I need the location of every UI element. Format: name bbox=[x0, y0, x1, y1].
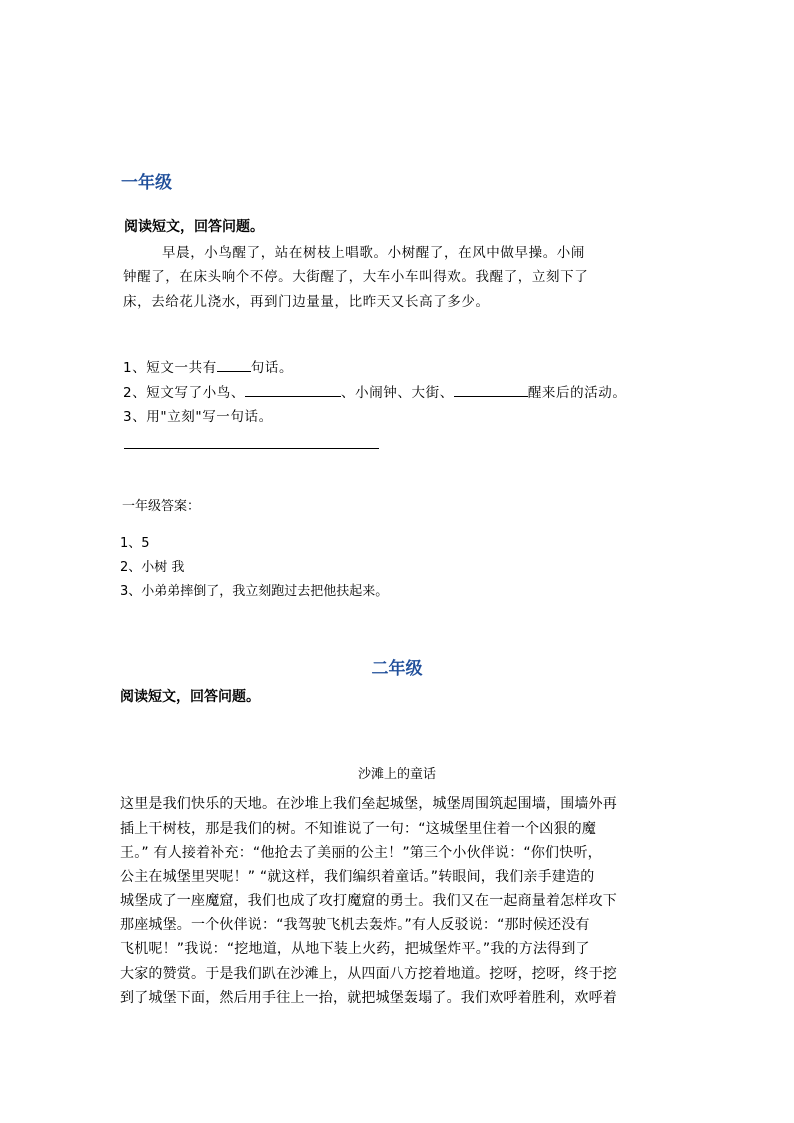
story-line-4: 公主在城堡里哭呢！” “就这样，我们编织着童话。”转眼间，我们亲手建造的 bbox=[120, 869, 595, 885]
story-line-5: 城堡成了一座魔窟，我们也成了攻打魔窟的勇士。我们又在一起商量着怎样攻下 bbox=[120, 893, 617, 909]
grade1-passage-line-2: 钟醒了，在床头响个不停。大街醒了，大车小车叫得欢。我醒了，立刻下了 bbox=[123, 269, 589, 285]
q1-text-after: 句话。 bbox=[250, 360, 294, 376]
story-line-7: 飞机呢！”我说：“挖地道，从地下装上火药，把城堡炸平。”我的方法得到了 bbox=[120, 941, 590, 957]
grade1-question-3: 3、用"立刻"写一句话。 bbox=[123, 409, 273, 425]
story-line-8: 大家的赞赏。于是我们趴在沙滩上，从四面八方挖着地道。挖呀，挖呀，终于挖 bbox=[120, 966, 617, 982]
grade1-answer-2: 2、小树 我 bbox=[120, 560, 185, 575]
grade1-heading: 一年级 bbox=[121, 173, 172, 193]
q1-text-before: 1、短文一共有 bbox=[123, 360, 217, 376]
q2-blank-1[interactable] bbox=[245, 384, 341, 397]
grade1-question-1 bbox=[123, 356, 293, 376]
grade1-passage-line-1: 早晨，小鸟醒了，站在树枝上唱歌。小树醒了，在风中做早操。小闹 bbox=[162, 245, 585, 261]
grade1-passage-line-3: 床，去给花儿浇水，再到门边量量，比昨天又长高了多少。 bbox=[123, 294, 490, 310]
q1-blank[interactable] bbox=[217, 359, 251, 372]
grade2-heading: 二年级 bbox=[371, 659, 423, 679]
q2-text-after: 醒来后的活动。 bbox=[527, 385, 627, 401]
grade1-question-2 bbox=[123, 381, 627, 401]
grade1-answer-3: 3、小弟弟摔倒了，我立刻跑过去把他扶起来。 bbox=[120, 584, 389, 599]
story-line-3: 王。” 有人接着补充：“他抢去了美丽的公主！”第三个小伙伴说：“你们快听， bbox=[120, 845, 602, 861]
grade2-instruction: 阅读短文，回答问题。 bbox=[120, 689, 260, 705]
grade1-answer-1: 1、5 bbox=[120, 536, 150, 551]
story-line-6: 那座城堡。一个伙伴说：“我驾驶飞机去轰炸。”有人反驳说：“那时候还没有 bbox=[120, 917, 590, 933]
q2-blank-2[interactable] bbox=[454, 384, 528, 397]
grade1-instruction: 阅读短文，回答问题。 bbox=[124, 219, 264, 235]
story-line-9: 到了城堡下面，然后用手往上一抬，就把城堡轰塌了。我们欢呼着胜利，欢呼着 bbox=[120, 990, 617, 1006]
q2-text-before: 2、短文写了小鸟、 bbox=[123, 385, 245, 401]
grade1-answers-title: 一年级答案： bbox=[122, 499, 201, 514]
story-line-1: 这里是我们快乐的天地。在沙堆上我们垒起城堡，城堡周围筑起围墙，围墙外再 bbox=[120, 796, 617, 812]
story-title: 沙滩上的童话 bbox=[357, 767, 436, 782]
story-line-2: 插上干树枝，那是我们的树。不知谁说了一句：“这城堡里住着一个凶狠的魔 bbox=[120, 821, 597, 837]
q2-text-middle: 、小闹钟、大街、 bbox=[341, 385, 454, 401]
q3-answer-line[interactable] bbox=[124, 448, 379, 449]
